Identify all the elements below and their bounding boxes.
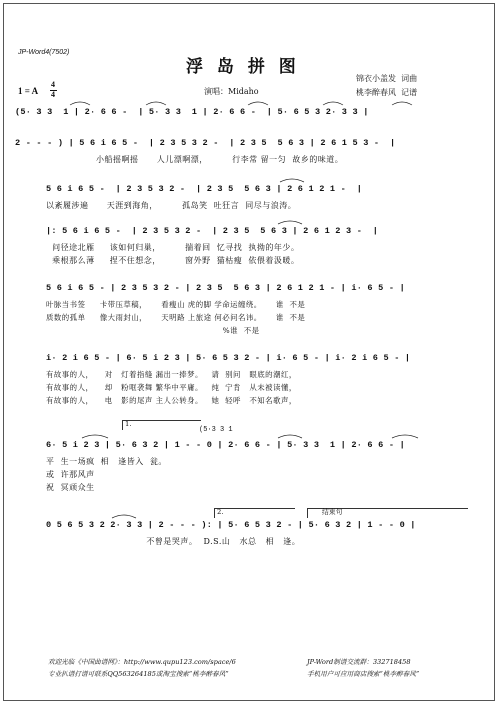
score-line-4: |: 5 6 i 6 5 - | 2 3 5 3 2 - | 2 3 5 5 6 3 | 2 6 1 2 3 - | xyxy=(46,226,379,236)
lyric-line-3: 以紊履涉遍 天涯到海角， 孤岛笑 吐狂言 同尽与浪涛。 xyxy=(46,201,297,210)
lyric-line-4b: 乘根那么薄 捏不住想念， 窗外野 猫枯瘦 依偎着汲暖。 xyxy=(46,256,300,265)
score-line-3: 5 6 i 6 5 - | 2 3 5 3 2 - | 2 3 5 5 6 3 | 2 6 1 2 1 - | xyxy=(46,184,363,194)
bracket-notes: (5·3 3 1 xyxy=(199,426,233,434)
lyric-line-5c: %谁 不是 xyxy=(46,326,260,335)
footer-contact: 专业扒谱打谱可联系QQ563264185或淘宝搜索“桃李醉春风” xyxy=(48,670,229,678)
score-line-6: i· 2 i 6 5 - | 6· 5 i 2 3 | 5· 6 5 3 2 - | i· 6 5 - | i· 2 i 6 5 - | xyxy=(46,353,411,363)
lyric-line-4a: 问径途北雁 该如何归巢， 揣着回 忆寻找 执拗的年少。 xyxy=(46,243,300,252)
coda-label: 结束句 xyxy=(322,508,343,516)
score-line-8: 0 5 6 5 3 2 2· 3 3 | 2 - - - ): | 5· 6 5 3 2 - | 5· 6 3 2 | 1 - - 0 | xyxy=(46,520,416,530)
score-line-5: 5 6 i 6 5 - | 2 3 5 3 2 - | 2 3 5 5 6 3 | 2 6 1 2 1 - | i· 6 5 - | xyxy=(46,283,405,293)
lyric-line-6a: 有故事的人， 对 灯着指缝 漏出一捧梦。 请 别问 眼底的潮红， xyxy=(46,370,297,379)
lyric-line-7b: 或 许那风声 xyxy=(46,470,95,479)
software-code: JP-Word4(7502) xyxy=(18,49,70,56)
volta-bracket-2 xyxy=(214,508,295,518)
song-title: 浮 岛 拼 图 xyxy=(186,57,300,77)
footer-group: JP-Word制谱交流群：332718458 xyxy=(307,658,411,666)
footer-website: 欢迎光临《中国曲谱网》：http://www.qupu123.com/space/6 xyxy=(48,658,236,666)
score-page xyxy=(3,3,495,701)
lyric-line-5b: 质数的孤单 像大雨封山， 天明路 上旅途 何必问名讳。 谁 不是 xyxy=(46,313,306,322)
lyricist-credit: 锦衣小盖发 词曲 xyxy=(356,74,418,83)
lyric-line-8: 不曾是哭声。 D.S.山 水总 相 逢。 xyxy=(46,537,301,546)
lyric-line-7a: 平 生一场疯 相 逢皆入 瓮。 xyxy=(46,457,167,466)
lyric-line-7c: 祝 冥顽众生 xyxy=(46,483,95,492)
score-line-2: 2 - - - ) | 5 6 i 6 5 - | 2 3 5 3 2 - | 2 3 5 5 6 3 | 2 6 1 5 3 - | xyxy=(15,138,396,148)
score-line-1: (5· 3 3 1 | 2· 6 6 - | 5· 3 3 1 | 2· 6 6 - | 5· 6 5 3 2· 3 3 | xyxy=(15,107,369,117)
lyric-line-6c: 有故事的人， 电 影的尾声 主人公转身。 她 轻呼 不知名歌声， xyxy=(46,396,297,405)
volta-1-label: 1. xyxy=(125,420,132,428)
score-line-7: 6· 5 i 2 3 | 5· 6 3 2 | 1 - - 0 | 2· 6 6 - | 5· 3 3 1 | 2· 6 6 - | xyxy=(46,440,405,450)
lyric-line-5a: 叶脉当书签 卡带压草稿， 看瘦山 虎的脚 学命运缠绕。 谁 不是 xyxy=(46,300,306,309)
key-signature: 1 = A xyxy=(18,86,39,96)
transcriber-credit: 桃李醉春风 记谱 xyxy=(356,88,418,97)
volta-2-label: 2. xyxy=(217,508,224,516)
lyric-line-2: 小船摇啊摇 人儿漂啊漂， 行李常 留一匀 故乡的味道。 xyxy=(96,155,344,164)
time-signature-top: 4 xyxy=(51,80,55,89)
footer-mobile: 手机用户可应用商店搜索“桃李醉春风” xyxy=(307,670,420,678)
time-signature-bottom: 4 xyxy=(51,90,55,99)
singer-credit: 演唱：Midaho xyxy=(204,87,259,96)
volta-bracket-1 xyxy=(122,420,201,430)
lyric-line-6b: 有故事的人， 却 粉哐袭舞 繁华中平庸。 纯 宁肯 从未被读懂， xyxy=(46,383,297,392)
